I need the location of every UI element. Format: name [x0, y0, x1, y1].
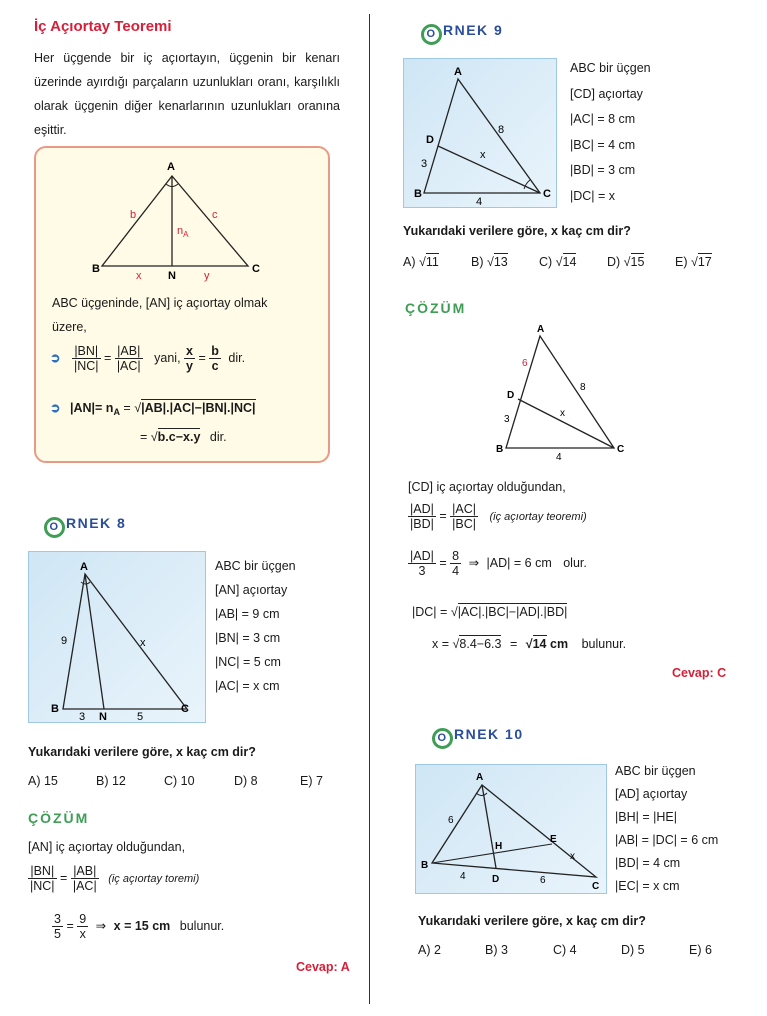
box-line-1: ABC üçgeninde, [AN] iç açıortay olmak: [52, 296, 268, 310]
ornek-9-heading: O RNEK 9: [421, 22, 503, 45]
box-line-2: üzere,: [52, 320, 87, 334]
theorem-intro: Her üçgende bir iç açıortayın, üçgenin bir kenarı üzerinde ayırdığı parçaların uzunlukları oranı, karşılıklı olarak üçgenin diğer kenarlarının uzunlukları oranına eşittir.: [34, 51, 340, 137]
ornek-10-figure: [415, 764, 607, 894]
ornek-9-question: Yukarıdaki verilere göre, x kaç cm dir?: [403, 224, 631, 238]
o10-side-4: 4: [460, 871, 466, 882]
ornek-8-question: Yukarıdaki verilere göre, x kaç cm dir?: [28, 745, 256, 759]
cozum-8-formula: $\frac{|BN|}{|NC|}$ = $\frac{|AB|}{|AC|}$ (iç açıortay toremi): [30, 864, 200, 893]
vertex-a-label: A: [167, 161, 175, 173]
o10-vertex-c: C: [592, 881, 600, 892]
cozum-8-calc: $\frac{3}{5}$ = $\frac{9}{x}$ ⇒ x = 15 cm bulunur.: [54, 912, 225, 941]
o9-option-a[interactable]: A) √11: [403, 255, 439, 269]
ornek-9-given: ABC bir üçgen [CD] açıortay |AC| = 8 cm |BC| = 4 cm |BD| = 3 cm |DC| = x: [570, 61, 651, 203]
o8-option-d[interactable]: D) 8: [234, 774, 258, 788]
o8-option-c[interactable]: C) 10: [164, 774, 195, 788]
segment-y-label: y: [204, 270, 210, 282]
o9-side-8: 8: [498, 124, 505, 136]
c9-side-x: x: [560, 408, 565, 419]
side-b-label: b: [130, 209, 137, 221]
segment-x-label: x: [136, 270, 142, 282]
cozum-9-calc-ad: $\frac{|AD|}{3}$ = $\frac{8}{4}$ ⇒ |AD| = 6 cm olur.: [410, 549, 587, 578]
o8-point-n: N: [99, 711, 107, 722]
o9-option-b[interactable]: B) √13: [471, 255, 508, 269]
cozum-8-heading: ÇÖZÜM: [28, 810, 90, 826]
cozum-9-heading: ÇÖZÜM: [405, 300, 467, 316]
o10-option-d[interactable]: D) 5: [621, 943, 645, 957]
vertex-b-label: B: [92, 263, 100, 275]
o9-side-x: x: [480, 149, 486, 161]
cozum-9-formula: $\frac{|AD|}{|BD|}$ = $\frac{|AC|}{|BC|}$ (iç açıortay teoremi): [410, 502, 587, 531]
c9-side-3: 3: [504, 414, 510, 425]
o10-option-a[interactable]: A) 2: [418, 943, 441, 957]
point-n-label: N: [168, 270, 176, 282]
o10-option-b[interactable]: B) 3: [485, 943, 508, 957]
o9-option-d[interactable]: D) √15: [607, 255, 645, 269]
o10-point-h: H: [495, 841, 503, 852]
o10-point-e: E: [550, 834, 557, 845]
cozum-9-line-1: [CD] iç açıortay olduğundan,: [408, 480, 566, 494]
o9-option-c[interactable]: C) √14: [539, 255, 577, 269]
o8-vertex-a: A: [80, 561, 88, 573]
bisector-length-formula: ➲ $|AN|= n_A = √|AB|.|AC|-|BN|.|NC|$: [50, 401, 256, 417]
ornek-10-question: Yukarıdaki verilere göre, x kaç cm dir?: [418, 914, 646, 928]
o8-vertex-c: C: [181, 703, 189, 715]
c9-side-8: 8: [580, 382, 586, 393]
o8-side-9: 9: [61, 635, 68, 647]
o8-vertex-b: B: [51, 703, 59, 715]
vertex-c-label: C: [252, 263, 260, 275]
o10-vertex-b: B: [421, 860, 429, 871]
o8-side-3: 3: [79, 711, 86, 722]
cozum-9-result: x = √8.4−6.3 = √14 cm bulunur.: [432, 637, 627, 651]
c9-side-4: 4: [556, 452, 562, 462]
cozum-8-answer: Cevap: A: [296, 960, 350, 974]
cozum-9-figure: [490, 320, 630, 462]
ornek-10-given: ABC bir üçgen [AD] açıortay |BH| = |HE| |AB| = |DC| = 6 cm |BD| = 4 cm |EC| = x cm: [615, 764, 719, 893]
o8-side-5: 5: [137, 711, 144, 722]
o10-vertex-a: A: [476, 772, 484, 783]
o10-side-x: x: [570, 851, 575, 862]
o9-option-e[interactable]: E) √17: [675, 255, 712, 269]
ornek-10-heading: O RNEK 10: [432, 726, 524, 749]
theorem-box: [34, 146, 330, 463]
c9-vertex-a: A: [537, 324, 545, 335]
o8-option-e[interactable]: E) 7: [300, 774, 323, 788]
o10-point-d: D: [492, 874, 500, 885]
o9-vertex-a: A: [454, 66, 462, 78]
column-divider: [369, 14, 370, 1004]
o10-side-6: 6: [448, 815, 454, 826]
o10-option-c[interactable]: C) 4: [553, 943, 577, 957]
o8-option-a[interactable]: A) 15: [28, 774, 58, 788]
c9-side-6: 6: [522, 358, 528, 369]
o9-vertex-b: B: [414, 188, 422, 200]
side-c-label: c: [212, 209, 218, 221]
bisector-length-short: = √b.c−x.y dir.: [140, 430, 227, 444]
c9-vertex-c: C: [617, 444, 625, 455]
cozum-9-dc-formula: |DC| = √|AC|.|BC|−|AD|.|BD|: [412, 605, 568, 619]
na-label: $n_A$: [177, 225, 189, 239]
o9-side-4: 4: [476, 196, 483, 207]
o9-vertex-c: C: [543, 188, 551, 200]
o10-option-e[interactable]: E) 6: [689, 943, 712, 957]
c9-vertex-b: B: [496, 444, 504, 455]
ornek-8-figure: [28, 551, 206, 723]
section-title: İç Açıortay Teoremi: [34, 18, 172, 35]
theorem-triangle-figure: [36, 148, 328, 288]
ornek-8-given: ABC bir üçgen [AN] açıortay |AB| = 9 cm |BN| = 3 cm |NC| = 5 cm |AC| = x cm: [215, 559, 296, 693]
c9-point-d: D: [507, 390, 515, 401]
cozum-9-answer: Cevap: C: [672, 666, 727, 680]
o9-point-d: D: [426, 134, 434, 146]
o9-side-3: 3: [421, 158, 428, 170]
cozum-8-line-1: [AN] iç açıortay olduğundan,: [28, 840, 186, 854]
o8-side-x: x: [140, 637, 146, 649]
ratio-formula: ➲ $\frac{|BN|}{|NC|}$ = $\frac{|AB|}{|AC|}$ yani, $\frac{x}{y}$ = $\frac{b}{c}$ dir.: [50, 344, 246, 373]
o8-option-b[interactable]: B) 12: [96, 774, 126, 788]
o10-side-6b: 6: [540, 875, 546, 886]
ornek-9-figure: [403, 58, 557, 208]
ornek-8-heading: O RNEK 8: [44, 515, 126, 538]
